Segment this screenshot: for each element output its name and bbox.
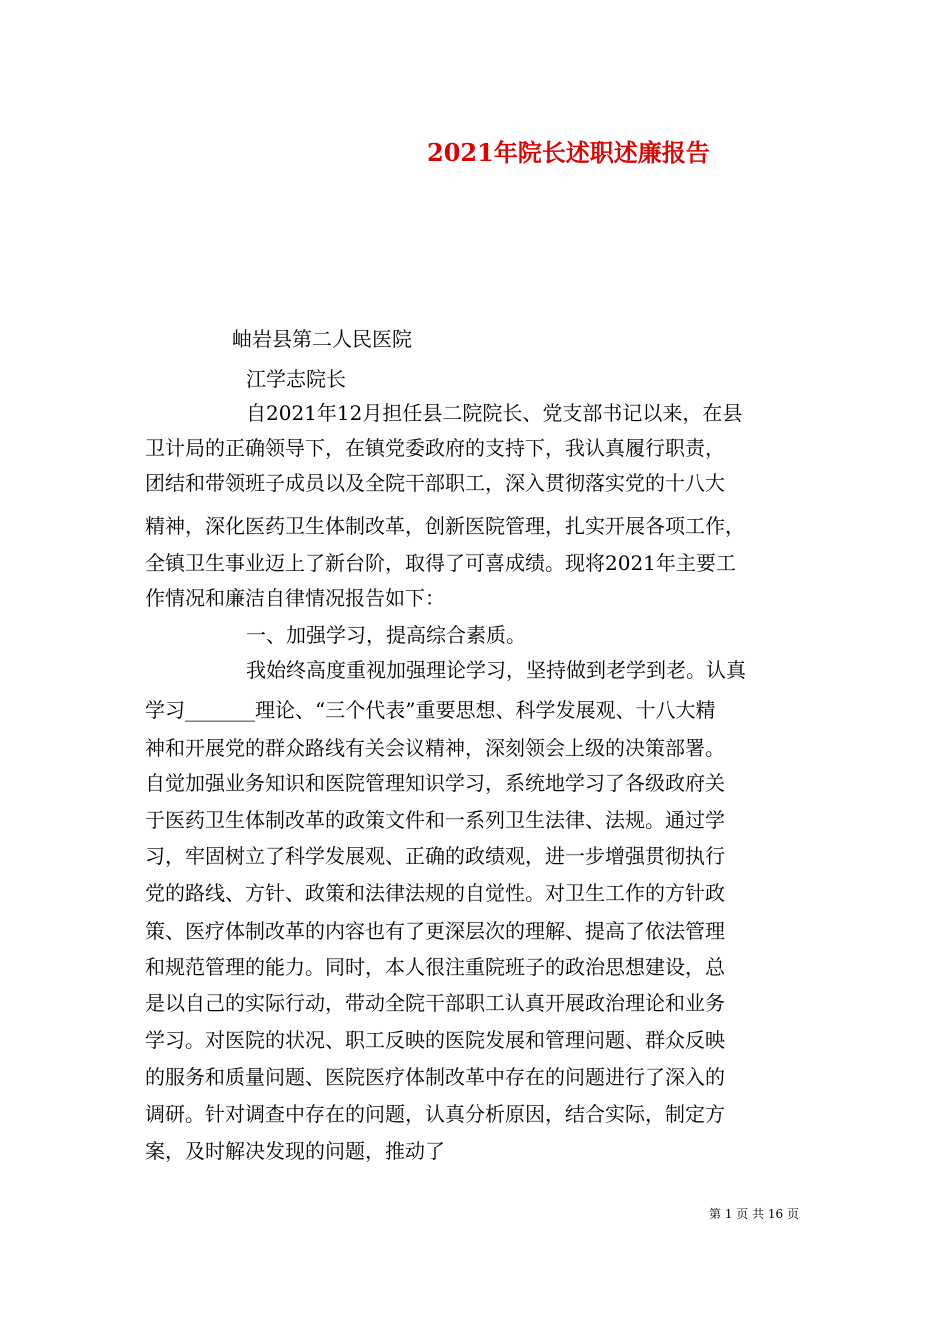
author-name: 江学志院长 [246, 367, 346, 391]
organization-name: 岫岩县第二人民医院 [232, 327, 412, 351]
paragraph-line: 神和开展党的群众路线有关会议精神，深刻领会上级的决策部署。 [145, 736, 725, 760]
paragraph-line: 精神，深化医药卫生体制改革，创新医院管理，扎实开展各项工作， [145, 514, 745, 538]
paragraph-line: 卫计局的正确领导下，在镇党委政府的支持下，我认真履行职责， [145, 436, 725, 460]
paragraph-line: 我始终高度重视加强理论学习，坚持做到老学到老。认真 [246, 658, 746, 682]
paragraph-line: 于医药卫生体制改革的政策文件和一系列卫生法律、法规。通过学 [145, 808, 725, 832]
paragraph-line: 学习。对医院的状况、职工反映的医院发展和管理问题、群众反映 [145, 1028, 725, 1052]
paragraph-line: 习，牢固树立了科学发展观、正确的政绩观，进一步增强贯彻执行 [145, 844, 725, 868]
document-title: 2021年院长述职述廉报告 [427, 138, 710, 167]
paragraph-line: 的服务和质量问题、医院医疗体制改革中存在的问题进行了深入的 [145, 1065, 725, 1089]
paragraph-line: 党的路线、方针、政策和法律法规的自觉性。对卫生工作的方针政 [145, 881, 725, 905]
page-number-footer: 第 1 页 共 16 页 [709, 1207, 799, 1221]
section-heading: 一、加强学习，提高综合素质。 [246, 623, 526, 647]
paragraph-line: 自2021年12月担任县二院院长、党支部书记以来，在县 [246, 401, 743, 425]
paragraph-line: 策、医疗体制改革的内容也有了更深层次的理解、提高了依法管理 [145, 919, 725, 943]
paragraph-line: 是以自己的实际行动，带动全院干部职工认真开展政治理论和业务 [145, 991, 725, 1015]
paragraph-line: 调研。针对调查中存在的问题，认真分析原因，结合实际，制定方 [145, 1102, 725, 1126]
paragraph-line: 作情况和廉洁自律情况报告如下： [145, 586, 445, 610]
paragraph-line: 学习_______理论、“三个代表”重要思想、科学发展观、十八大精 [145, 698, 716, 722]
paragraph-line: 自觉加强业务知识和医院管理知识学习，系统地学习了各级政府关 [145, 771, 725, 795]
paragraph-line: 案，及时解决发现的问题，推动了 [145, 1139, 445, 1163]
paragraph-line: 团结和带领班子成员以及全院干部职工，深入贯彻落实党的十八大 [145, 471, 725, 495]
paragraph-line: 全镇卫生事业迈上了新台阶，取得了可喜成绩。现将2021年主要工 [145, 551, 736, 575]
paragraph-line: 和规范管理的能力。同时，本人很注重院班子的政治思想建设，总 [145, 955, 725, 979]
